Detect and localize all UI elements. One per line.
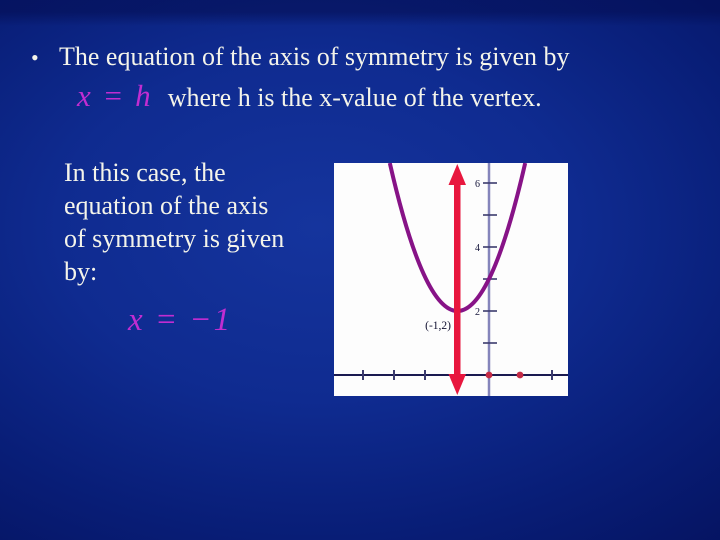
case-paragraph-line: of symmetry is given xyxy=(64,224,285,253)
parabola-graph xyxy=(334,163,568,396)
y-tick-label-6: 6 xyxy=(475,179,480,190)
case-paragraph-line: equation of the axis xyxy=(64,191,269,220)
formula-description: where h is the x-value of the vertex. xyxy=(167,83,542,112)
marked-point-0-0 xyxy=(486,372,493,379)
y-tick-label-4: 4 xyxy=(475,243,480,254)
formula-line xyxy=(77,78,542,114)
arrow-down-icon xyxy=(449,374,467,395)
parabola-graph-svg xyxy=(334,163,568,396)
case-paragraph-line: by: xyxy=(64,257,98,286)
y-tick-label-2: 2 xyxy=(475,307,480,318)
axis-of-symmetry-line xyxy=(449,164,467,395)
vertex-label: (-1,2) xyxy=(425,320,451,332)
equation-x-equals-h: x = h xyxy=(77,78,153,113)
equation-x-equals-minus-1: x = −1 xyxy=(128,302,233,338)
case-paragraph-line: In this case, the xyxy=(64,158,226,187)
bullet-line xyxy=(31,42,570,72)
bullet-text: The equation of the axis of symmetry is given by xyxy=(59,42,570,71)
case-paragraph xyxy=(64,156,284,288)
bullet-marker: • xyxy=(31,45,39,70)
marked-point-1-0 xyxy=(517,372,524,379)
arrow-up-icon xyxy=(449,164,467,185)
